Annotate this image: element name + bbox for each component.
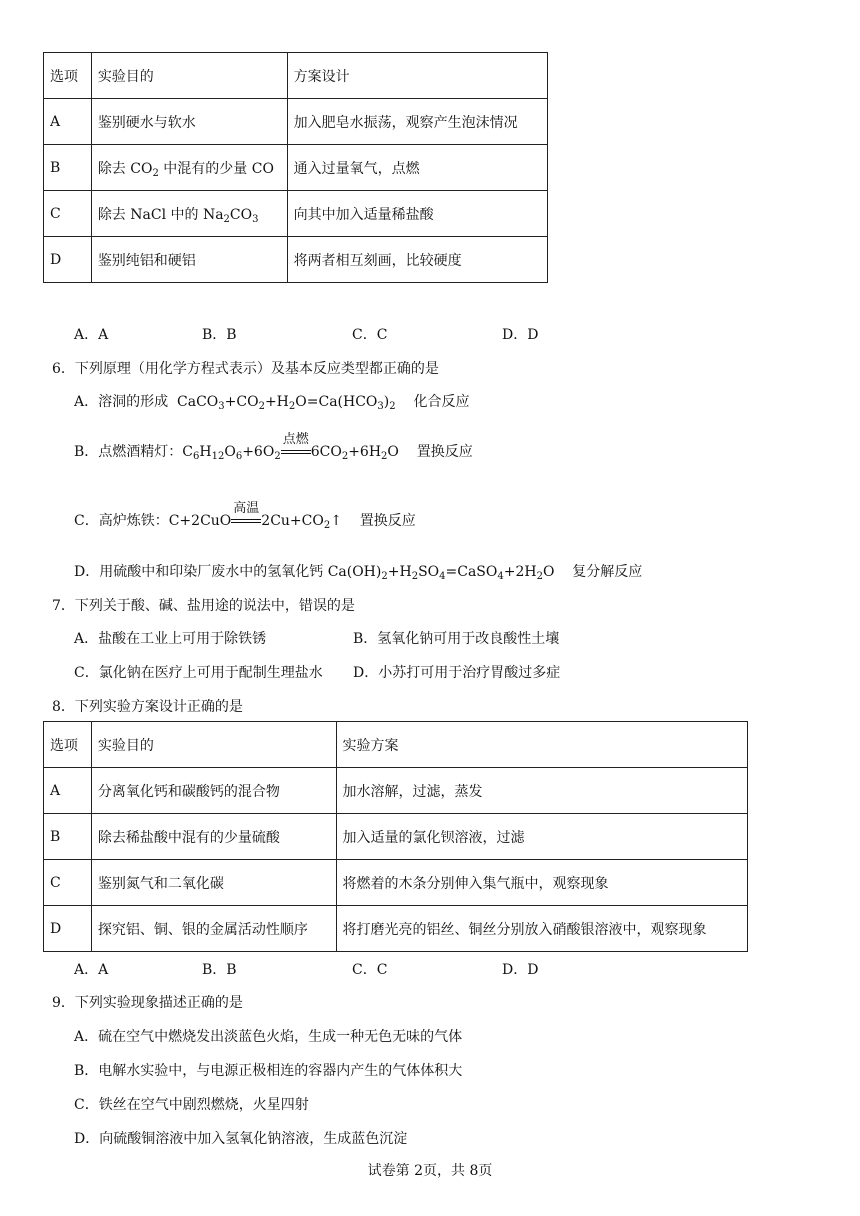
text-part: CO [229,206,253,223]
q9-option-c[interactable]: C．铁丝在空气中剧烈燃烧，火星四射 [74,1097,309,1113]
condition-text: 点燃 [282,432,309,447]
text-part: 除去 CO [97,160,153,177]
option-b[interactable]: B．B [202,327,237,343]
option-cell: A [44,768,92,814]
table-q8 [43,721,748,952]
subscript: 3 [252,213,259,225]
q7-option-b[interactable]: B．氢氧化钠可用于改良酸性土壤 [353,631,560,647]
option-label: C．高炉炼铁： [74,513,169,529]
plan-cell: 加入肥皂水振荡，观察产生泡沫情况 [287,99,547,145]
option-b[interactable]: B．B [202,962,237,978]
header-cell: 选项 [44,722,92,768]
option-label: B．点燃酒精灯： [74,444,183,460]
purpose-cell [91,191,287,237]
reaction-type: 化合反应 [413,394,470,410]
header-cell: 实验目的 [91,722,336,768]
table-row [44,768,748,814]
purpose-cell: 鉴别纯铝和硬铝 [91,237,287,283]
reaction-type: 置换反应 [359,513,416,529]
plan-cell: 将两者相互刻画，比较硬度 [287,237,547,283]
q6-option-b[interactable] [74,432,473,462]
equation: $CaCO_3+CO_2+H_2O=Ca(HCO_3)_2$ [177,394,396,412]
q7-option-a[interactable]: A．盐酸在工业上可用于除铁锈 [74,631,267,647]
header-cell: 方案设计 [287,53,547,99]
reaction-type: 置换反应 [416,444,473,460]
header-cell: 实验方案 [336,722,747,768]
condition-text: 高温 [233,501,260,516]
q9-option-b[interactable]: B．电解水实验中，与电源正极相连的容器内产生的气体体积大 [74,1063,463,1079]
subscript: 2 [223,213,230,225]
condition-arrow [281,432,311,460]
table-row [44,860,748,906]
plan-cell: 加入适量的氯化钡溶液，过滤 [336,814,747,860]
option-cell: D [44,906,92,952]
q9-option-a[interactable]: A．硫在空气中燃烧发出淡蓝色火焰，生成一种无色无味的气体 [74,1029,463,1045]
q7-stem: 7．下列关于酸、碱、盐用途的说法中，错误的是 [52,598,355,614]
option-cell: B [44,145,92,191]
q6-option-c[interactable] [74,501,416,531]
option-a[interactable]: A．A [74,962,109,978]
table-q5 [43,52,548,283]
purpose-cell: 分离氧化钙和碳酸钙的混合物 [91,768,336,814]
table-row [44,191,548,237]
option-label: A．溶洞的形成 [74,394,169,410]
header-cell: 实验目的 [91,53,287,99]
plan-cell: 加水溶解，过滤，蒸发 [336,768,747,814]
option-label: D．用硫酸中和印染厂废水中的氢氧化钙 [74,564,324,580]
table-row [44,906,748,952]
text-part: 中混有的少量 CO [158,160,274,177]
plan-cell: 向其中加入适量稀盐酸 [287,191,547,237]
table-row [44,814,748,860]
option-cell: B [44,814,92,860]
q8-stem: 8．下列实验方案设计正确的是 [52,699,243,715]
q8-options [74,959,754,979]
table-header-row [44,722,748,768]
option-c[interactable]: C．C [352,327,388,343]
header-cell: 选项 [44,53,92,99]
table-header-row [44,53,548,99]
purpose-cell: 鉴别氮气和二氧化碳 [91,860,336,906]
purpose-cell: 探究铝、铜、银的金属活动性顺序 [91,906,336,952]
reaction-type: 复分解反应 [572,564,643,580]
q7-option-c[interactable]: C．氯化钠在医疗上可用于配制生理盐水 [74,665,323,681]
option-cell: D [44,237,92,283]
q7-option-d[interactable]: D．小苏打可用于治疗胃酸过多症 [353,665,561,681]
q6-option-a[interactable] [74,391,469,411]
subscript: 2 [152,167,159,179]
q6-stem: 6．下列原理（用化学方程式表示）及基本反应类型都正确的是 [52,361,439,377]
table-row [44,145,548,191]
plan-cell: 将燃着的木条分别伸入集气瓶中，观察现象 [336,860,747,906]
q9-option-d[interactable]: D．向硫酸铜溶液中加入氢氧化钠溶液，生成蓝色沉淀 [74,1131,408,1147]
table-row [44,99,548,145]
option-cell: C [44,860,92,906]
equation: C+2CuO 高温 $2Cu+CO_2↑$ [169,513,342,529]
option-d[interactable]: D．D [502,962,539,978]
purpose-cell: 除去稀盐酸中混有的少量硫酸 [91,814,336,860]
plan-cell: 将打磨光亮的铝丝、铜丝分别放入硝酸银溶液中，观察现象 [336,906,747,952]
option-cell: A [44,99,92,145]
option-c[interactable]: C．C [352,962,388,978]
table-row [44,237,548,283]
page-footer: 试卷第 2页，共 8页 [367,1163,493,1179]
q9-stem: 9．下列实验现象描述正确的是 [52,995,243,1011]
q5-options [74,324,754,344]
option-d[interactable]: D．D [502,327,539,343]
purpose-cell: 鉴别硬水与软水 [91,99,287,145]
text-part: 除去 NaCl 中的 Na [97,206,224,223]
purpose-cell [91,145,287,191]
plan-cell: 通入过量氧气，点燃 [287,145,547,191]
equation: $Ca(OH)_2+H_2SO_4=CaSO_4+2H_2O$ [327,564,555,582]
option-a[interactable]: A．A [74,327,109,343]
condition-arrow [231,501,261,529]
q6-option-d[interactable] [74,561,642,581]
equation: $C_6H_{12}O_6+6O_2$ 点燃 $6CO_2+6H_2O$ [182,444,399,460]
option-cell: C [44,191,92,237]
